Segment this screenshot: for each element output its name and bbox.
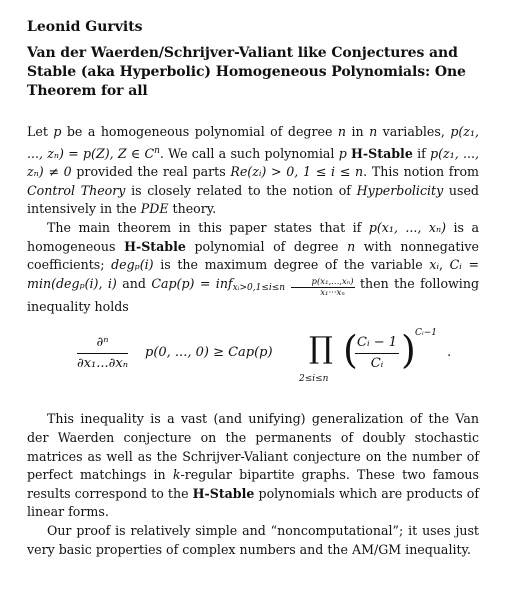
abstract-paragraph-2: The main theorem in this paper states that if p(x₁, ..., xₙ) is a homogeneous H-Stable polynomial of degree n with nonnegative coefficients; degₚ(i) is the maximum degree of the variable xᵢ, Cᵢ = min(degₚ(i), i) and Cap(p) = inf$_{xᵢ>0,1\le i\le n}$ $\frac{\text{p(x₁,...,xₙ)}}{\text{x₁···xₙ}}$ then the following inequality holds <box>27 219 480 314</box>
polynomial-expr: p(z₁, ..., zₙ) = p(Z), Z ∈ C <box>27 124 479 161</box>
ci-fraction: $\frac{\text{Cᵢ − 1}}{\text{Cᵢ}}$ <box>357 335 397 371</box>
control-theory-term: Control Theory <box>27 182 126 198</box>
abstract-paragraph-1: Let p be a homogeneous polynomial of degree n in n variables, p(z₁, ..., zₙ) = p(Z), Z ∈ $C^n$. We call a such polynomial p H-Stable if p(z₁, ..., zₙ) ≠ 0 provided the real parts Re(zᵢ) > 0, 1 ≤ i ≤ n. This notion from Control Theory is closely related to the notion of Hyperbolicity used intensively in the PDE theory. <box>27 124 479 217</box>
paper-title: Van der Waerden/Schrijver-Valiant like Conjectures and Stable (aka Hyperbolic) Homogeneous Polynomials: One Theorem for all <box>27 45 466 99</box>
product-symbol: ∏ <box>309 331 333 367</box>
paper-page <box>27 18 479 559</box>
h-stable-term: H-Stable <box>351 145 413 161</box>
author-name: Leonid Gurvits <box>27 19 143 35</box>
abstract-paragraph-4: Our proof is relatively simple and “noncomputational”; it uses just very basic properties of complex numbers and the AM/GM inequality. <box>27 522 479 557</box>
main-inequality: $\frac{\text{∂ⁿ}}{\text{∂x₁...∂xₙ}}$ p(0, ..., 0) ≥ Cap(p) ∏ 2≤i≤n ( $\frac{\text{Cᵢ − 1}}{\text{Cᵢ}}$ ) Cᵢ−1 . <box>77 328 452 385</box>
abstract-paragraph-3: This inequality is a vast (and unifying) generalization of the Van der Waerden conjecture on the permanents of doubly stochastic matrices as well as the Schrijver-Valiant conjecture on the number of perfect matchings in k-regular bipartite graphs. These two famous results correspond to the H-Stable polynomials which are products of linear forms. <box>27 411 480 520</box>
cap-fraction: $\frac{\text{p(x₁,...,xₙ)}}{\text{x₁···xₙ}}$ <box>291 277 355 298</box>
abstract <box>27 123 479 559</box>
derivative-fraction: $\frac{\text{∂ⁿ}}{\text{∂x₁...∂xₙ}}$ <box>77 335 128 371</box>
